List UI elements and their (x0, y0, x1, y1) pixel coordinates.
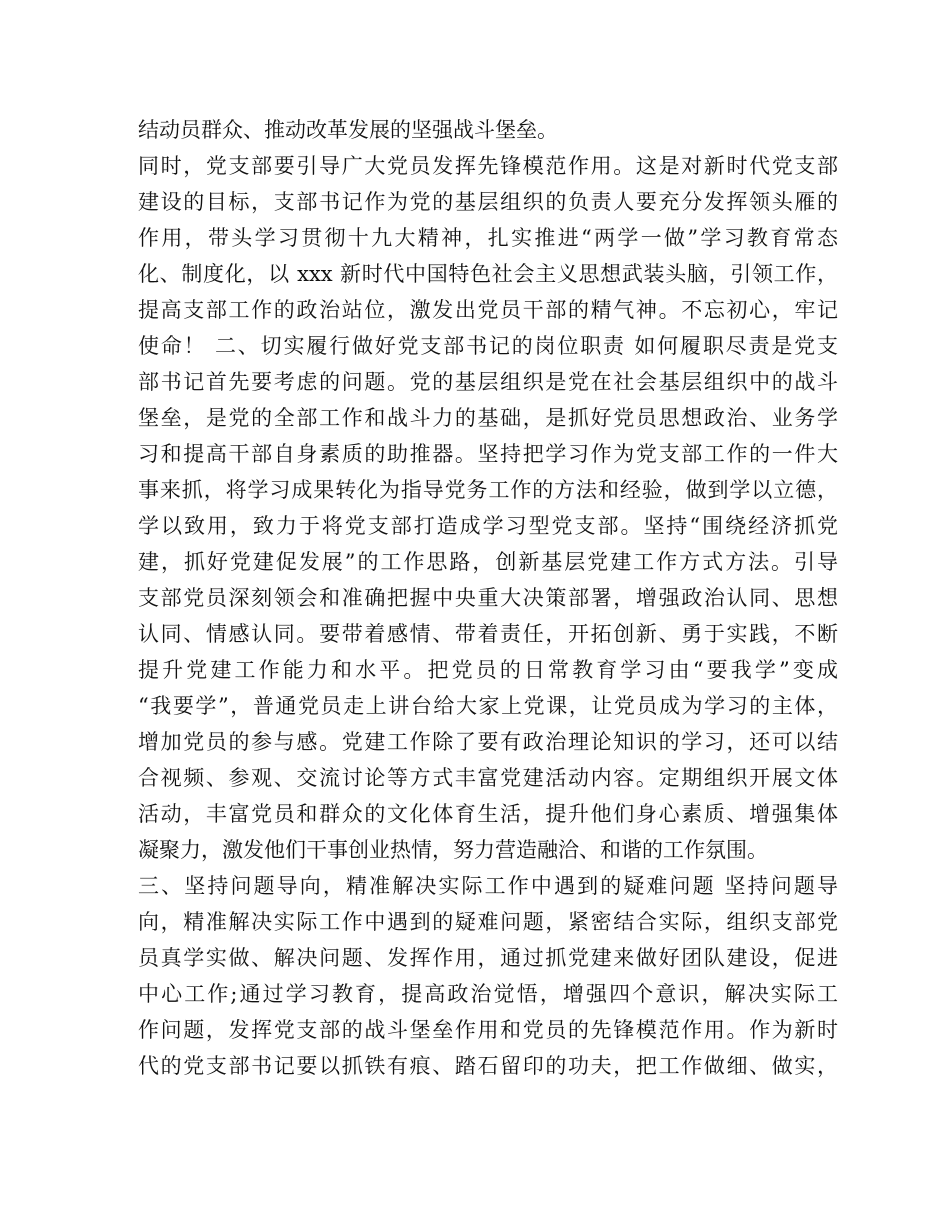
text-line: 凝聚力，激发他们干事创业热情，努力营造融洽、和谐的工作氛围。 (138, 838, 768, 862)
text-line: 提升党建工作能力和水平。把党员的日常教育学习由“要我学”变成 (138, 658, 838, 682)
text-line: 建设的目标，支部书记作为党的基层组织的负责人要充分发挥领头雁的 (138, 190, 838, 214)
text-line: 代的党支部书记要以抓铁有痕、踏石留印的功夫，把工作做细、做实， (138, 1054, 838, 1078)
text-line: 习和提高干部自身素质的助推器。坚持把学习作为党支部工作的一件大 (138, 442, 838, 466)
text-line: 部书记首先要考虑的问题。党的基层组织是党在社会基层组织中的战斗 (138, 370, 838, 394)
text-line: 活动，丰富党员和群众的文化体育生活，提升他们身心素质、增强集体 (138, 802, 838, 826)
text-line: 同时，党支部要引导广大党员发挥先锋模范作用。这是对新时代党支部 (138, 154, 838, 178)
text-line: 堡垒，是党的全部工作和战斗力的基础，是抓好党员思想政治、业务学 (138, 406, 838, 430)
text-line: 使命！ 二、切实履行做好党支部书记的岗位职责 如何履职尽责是党支 (138, 334, 838, 358)
text-line: 支部党员深刻领会和准确把握中央重大决策部署，增强政治认同、思想 (138, 586, 838, 610)
text-line: 学以致用，致力于将党支部打造成学习型党支部。坚持“围绕经济抓党 (138, 514, 838, 538)
text-line: 认同、情感认同。要带着感情、带着责任，开拓创新、勇于实践，不断 (138, 622, 838, 646)
text-line: 作用，带头学习贯彻十九大精神，扎实推进“两学一做”学习教育常态 (138, 226, 838, 250)
text-line: 中心工作;通过学习教育，提高政治觉悟，增强四个意识，解决实际工 (138, 982, 838, 1006)
text-line: 结动员群众、推动改革发展的坚强战斗堡垒。 (138, 118, 558, 142)
text-line: 合视频、参观、交流讨论等方式丰富党建活动内容。定期组织开展文体 (138, 766, 838, 790)
text-line: 作问题，发挥党支部的战斗堡垒作用和党员的先锋模范作用。作为新时 (138, 1018, 838, 1042)
text-line: 事来抓，将学习成果转化为指导党务工作的方法和经验，做到学以立德， (138, 478, 838, 502)
text-line: “我要学”，普通党员走上讲台给大家上党课，让党员成为学习的主体， (138, 694, 838, 718)
body-text (138, 112, 838, 1084)
text-line: 向，精准解决实际工作中遇到的疑难问题，紧密结合实际，组织支部党 (138, 910, 838, 934)
text-line: 提高支部工作的政治站位，激发出党员干部的精气神。不忘初心，牢记 (138, 298, 838, 322)
text-line: 员真学实做、解决问题、发挥作用，通过抓党建来做好团队建设，促进 (138, 946, 838, 970)
text-line: 化、制度化，以 xxx 新时代中国特色社会主义思想武装头脑，引领工作， (138, 262, 838, 286)
text-line: 建，抓好党建促发展”的工作思路，创新基层党建工作方式方法。引导 (138, 550, 838, 574)
text-line: 三、坚持问题导向，精准解决实际工作中遇到的疑难问题 坚持问题导 (138, 874, 838, 898)
text-line: 增加党员的参与感。党建工作除了要有政治理论知识的学习，还可以结 (138, 730, 838, 754)
